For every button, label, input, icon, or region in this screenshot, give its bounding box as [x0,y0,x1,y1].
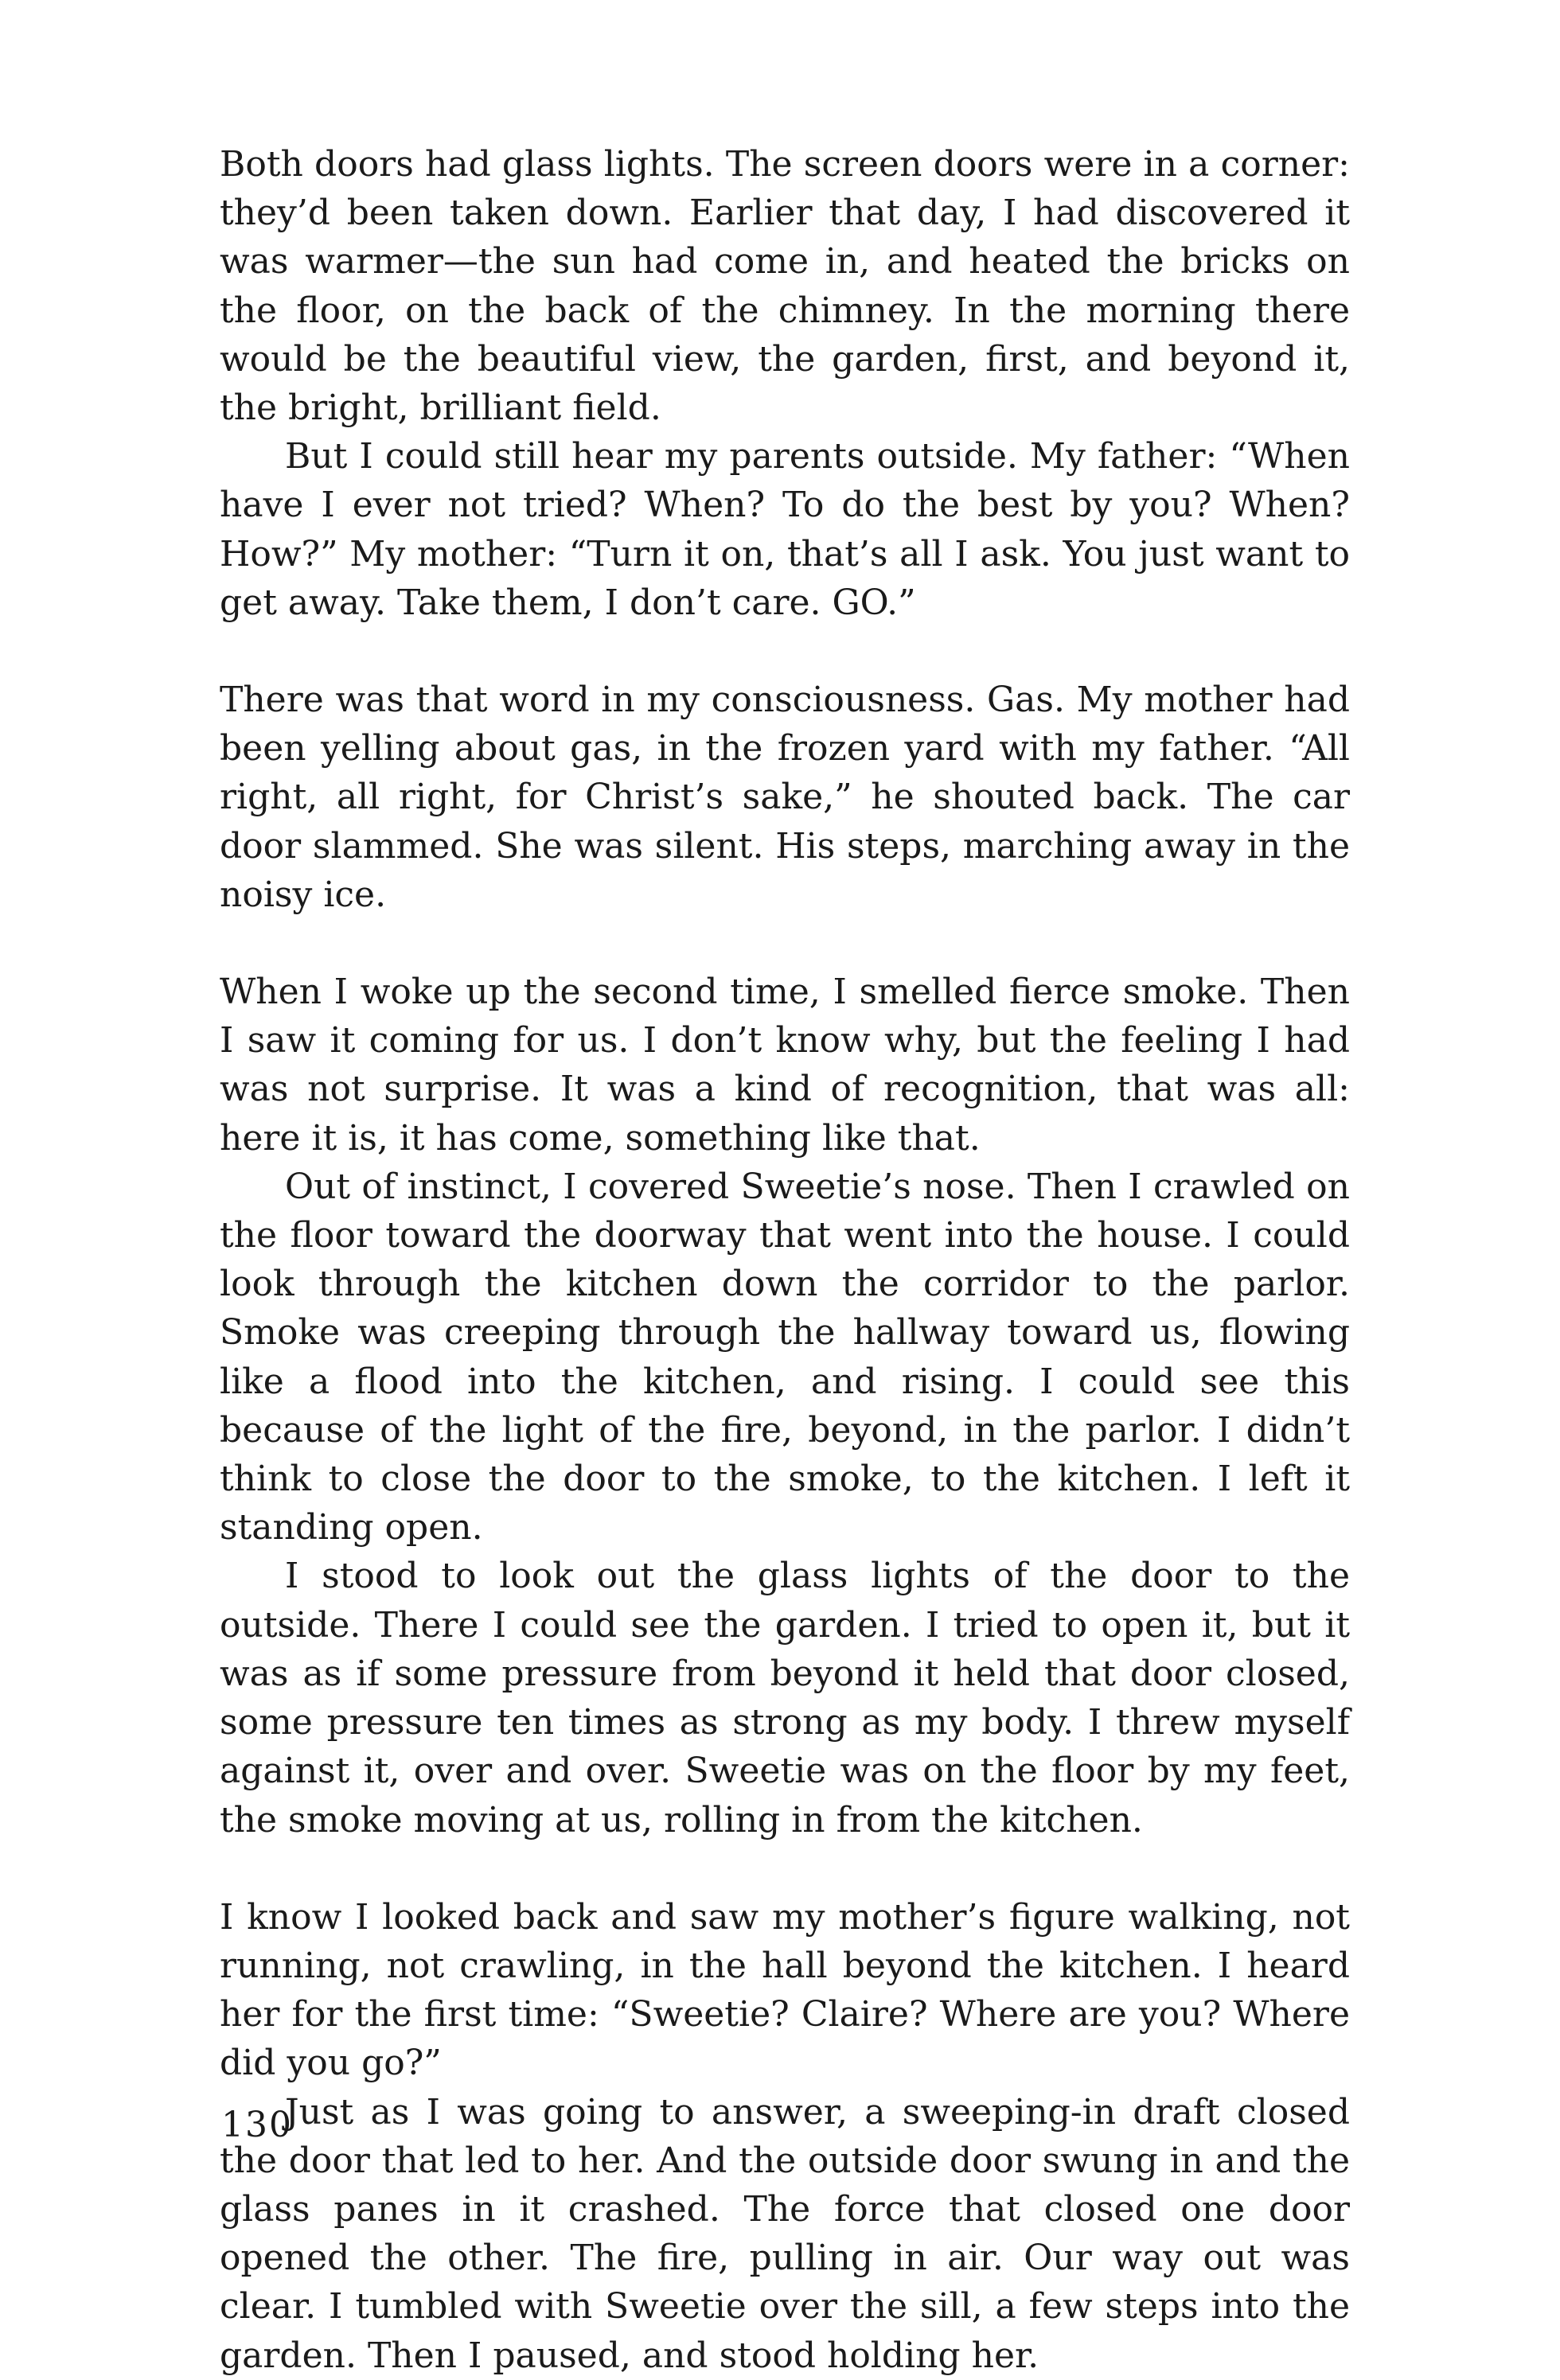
paragraph-4: When I woke up the second time, I smelled fierce smoke. Then I saw it coming for us. I don’t know why, but the feeling I had was not surprise. It was a kind of recognition, that was all: here it is, it has come, something like that. [220,972,1350,1159]
paragraph-8: Just as I was going to answer, a sweeping-in draft closed the door that led to her. And the outside door swung in and the glass panes in it crashed. The force that closed one door opened the other. The fire, pulling in air. Our way out was clear. I tumbled with Sweetie over the sill, a few steps into the garden. Then I paused, and stood holding her. [220,2091,1350,2376]
paragraph-1: Both doors had glass lights. The screen doors were in a corner: they’d been taken down. Earlier that day, I had discovered it was warmer—the sun had come in, and heated the bricks on the floor, on the back of the chimney. In the morning there would be the beautiful view, the garden, first, and beyond it, the bright, brilliant field. [220,144,1350,429]
page-number: 130 [221,2105,293,2145]
paragraph-5: Out of instinct, I covered Sweetie’s nose. Then I crawled on the floor toward the doorway that went into the house. I could look through the kitchen down the corridor to the parlor. Smoke was creeping through the hallway toward us, flowing like a flood into the kitchen, and rising. I could see this because of the light of the fire, beyond, in the parlor. I didn’t think to close the door to the smoke, to the kitchen. I left it standing open. [220,1166,1350,1548]
book-page-text [220,140,1350,2380]
paragraph-6: I stood to look out the glass lights of the door to the outside. There I could see the garden. I tried to open it, but it was as if some pressure from beyond it held that door closed, some pressure ten times as strong as my body. I threw myself against it, over and over. Sweetie was on the floor by my feet, the smoke moving at us, rolling in from the kitchen. [220,1556,1350,1841]
paragraph-2: But I could still hear my parents outside. My father: “When have I ever not tried? When? To do the best by you? When? How?” My mother: “Turn it on, that’s all I ask. You just want to get away. Take them, I don’t care. GO.” [220,436,1350,623]
paragraph-3: There was that word in my consciousness. Gas. My mother had been yelling about gas, in the frozen yard with my father. “All right, all right, for Christ’s sake,” he shouted back. The car door slammed. She was silent. His steps, marching away in the noisy ice. [220,680,1350,915]
paragraph-7: I know I looked back and saw my mother’s figure walking, not running, not crawling, in the hall beyond the kitchen. I heard her for the first time: “Sweetie? Claire? Where are you? Where did you go?” [220,1896,1350,2084]
